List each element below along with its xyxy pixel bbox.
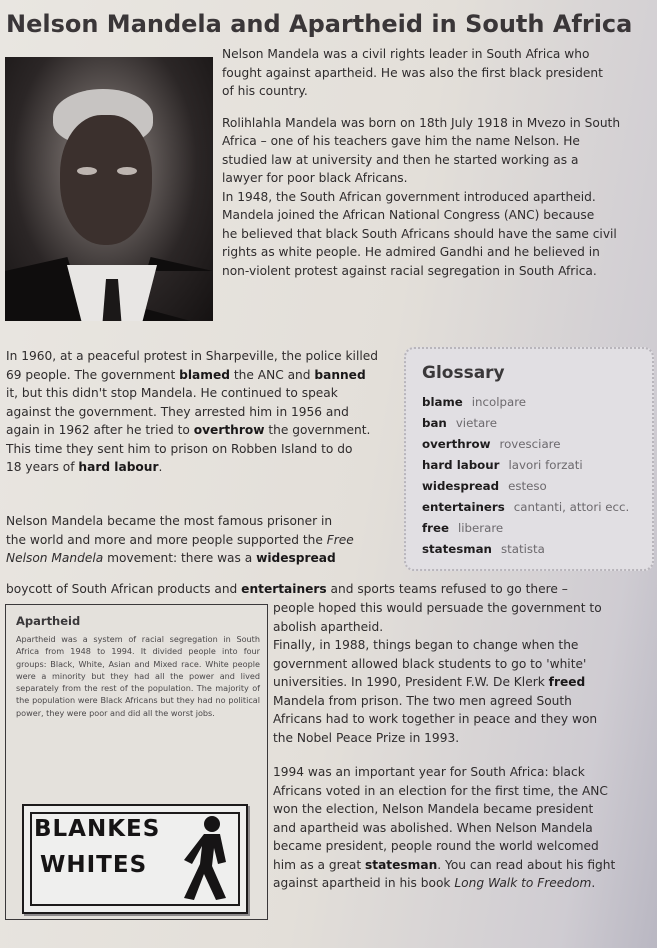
anc-line: rights as white people. He admired Gandhi and he believed in — [222, 245, 600, 259]
glossary-term-overthrow: overthrow — [193, 423, 265, 437]
glossary-translation: statista — [500, 542, 545, 556]
paragraph-famous-prisoner — [6, 512, 406, 568]
glossary-item — [422, 437, 561, 451]
glossary-translation: liberare — [457, 521, 504, 535]
glossary-term: free — [422, 521, 449, 535]
photo-eye-left — [77, 167, 97, 175]
text-line: abolish apartheid. — [273, 619, 384, 634]
glossary-item — [422, 479, 547, 493]
birth-line: lawyer for poor black Africans. — [222, 171, 408, 185]
glossary-term-blamed: blamed — [179, 367, 230, 382]
glossary-translation: incolpare — [471, 395, 527, 409]
photo-face — [60, 115, 152, 245]
text-line: Nelson Mandela became the most famous prisoner in — [6, 514, 333, 528]
sign-text-line2: WHITES — [40, 852, 148, 878]
text-run: the ANC and — [229, 367, 315, 382]
glossary-term: ban — [422, 416, 447, 430]
text-line — [273, 856, 653, 875]
blankes-whites-sign-image — [22, 804, 248, 914]
text-line — [6, 531, 406, 550]
anc-line: Mandela joined the African National Congress (ANC) because — [222, 208, 595, 222]
glossary-term: overthrow — [422, 437, 491, 451]
glossary-term-widespread: widespread — [256, 551, 336, 565]
text-italic: Nelson Mandela — [6, 551, 104, 565]
text-line: won the election, Nelson Mandela became president — [273, 802, 594, 816]
book-title: Long Walk to Freedom — [454, 876, 592, 890]
text-run: again in 1962 after he tried to — [6, 423, 194, 437]
text-line — [6, 580, 656, 599]
text-line: Africans had to work together in peace and they won — [273, 712, 598, 726]
text-line: Finally, in 1988, things began to change when the — [273, 638, 579, 652]
text-line — [6, 366, 401, 385]
text-run: . — [591, 876, 596, 890]
glossary-translation: esteso — [508, 479, 547, 493]
birth-line: studied law at university and then he started working as a — [222, 152, 579, 167]
anc-line: non-violent protest against racial segregation in South Africa. — [222, 263, 597, 278]
glossary-term: widespread — [422, 479, 500, 493]
text-line: people hoped this would persuade the government to — [273, 601, 602, 615]
paragraph-1960 — [6, 347, 401, 477]
glossary-box — [404, 347, 654, 571]
glossary-translation: vietare — [455, 416, 498, 430]
text-line: and apartheid was abolished. When Nelson Mandela — [273, 820, 593, 835]
apartheid-box-text: Apartheid was a system of racial segregation in South Africa from 1948 to 1994. It divided people into four groups: Black, White, Asian and Mixed race. White people were a minority but they had all the power and lived separately from the rest of the population. The majority of the population were Black Africans but they had no political power, they were poor and did all the worst jobs. — [16, 634, 260, 718]
text-run: him as a great — [273, 857, 365, 872]
glossary-term: blame — [422, 395, 463, 409]
text-italic: Free — [326, 532, 354, 547]
glossary-term-entertainers: entertainers — [241, 582, 327, 596]
intro-line: fought against apartheid. He was also the first black president — [222, 65, 603, 80]
text-line: became president, people round the world welcomed — [273, 839, 599, 853]
text-run: 18 years of — [6, 460, 79, 474]
text-line: government allowed black students to go to 'white' — [273, 656, 587, 671]
text-run: the government. — [264, 423, 371, 437]
glossary-item — [422, 500, 629, 514]
text-run: against apartheid in his book — [273, 876, 455, 890]
glossary-term: entertainers — [422, 500, 505, 514]
glossary-term: statesman — [422, 542, 492, 556]
text-line: Mandela from prison. The two men agreed South — [273, 693, 572, 708]
boycott-line — [6, 580, 656, 599]
text-line: the Nobel Peace Prize in 1993. — [273, 730, 460, 745]
glossary-term: hard labour — [422, 458, 500, 472]
right-column-text — [273, 599, 653, 893]
glossary-term-banned: banned — [314, 367, 366, 382]
text-line — [6, 458, 401, 477]
text-run: 69 people. The government — [6, 367, 180, 382]
anc-line: In 1948, the South African government introduced apartheid. — [222, 189, 596, 204]
glossary-item — [422, 395, 526, 409]
glossary-translation: cantanti, attori ecc. — [513, 500, 630, 514]
birth-line: Rolihlahla Mandela was born on 18th July 1918 in Mvezo in South — [222, 115, 621, 130]
birth-line: Africa – one of his teachers gave him the name Nelson. He — [222, 134, 580, 148]
glossary-translation: rovesciare — [499, 437, 561, 451]
text-line: Africans voted in an election for the first time, the ANC — [273, 783, 608, 798]
glossary-term-freed: freed — [548, 675, 586, 689]
glossary-item — [422, 458, 583, 472]
text-run: the world and more and more people supported the — [6, 532, 327, 547]
text-run: . You can read about his fight — [437, 857, 616, 872]
text-line: it, but this didn't stop Mandela. He continued to speak — [6, 386, 338, 400]
intro-line: of his country. — [222, 84, 308, 98]
glossary-term-hard-labour: hard labour — [78, 460, 159, 474]
text-line: 1994 was an important year for South Africa: black — [273, 765, 585, 779]
text-line — [6, 549, 406, 568]
text-line — [273, 874, 653, 893]
glossary-item — [422, 521, 503, 535]
apartheid-box-heading: Apartheid — [16, 614, 81, 628]
walking-man-icon — [174, 812, 240, 904]
glossary-item — [422, 542, 545, 556]
intro-text — [222, 45, 654, 280]
text-line: This time they sent him to prison on Robben Island to do — [6, 441, 353, 456]
text-run: movement: there was a — [103, 551, 257, 565]
intro-line: Nelson Mandela was a civil rights leader in South Africa who — [222, 47, 590, 61]
text-run: boycott of South African products and — [6, 582, 242, 596]
text-line — [273, 673, 653, 692]
text-run: . — [158, 460, 163, 474]
mandela-portrait-photo — [5, 57, 213, 321]
text-line — [6, 421, 401, 440]
text-line: In 1960, at a peaceful protest in Sharpeville, the police killed — [6, 349, 378, 363]
glossary-item — [422, 416, 497, 430]
photo-eye-right — [117, 167, 137, 175]
text-line: against the government. They arrested him in 1956 and — [6, 404, 349, 419]
glossary-translation: lavori forzati — [508, 458, 583, 472]
anc-line: he believed that black South Africans should have the same civil — [222, 226, 617, 241]
glossary-heading: Glossary — [422, 363, 505, 383]
text-run: and sports teams refused to go there – — [326, 582, 568, 596]
text-run: universities. In 1990, President F.W. De Klerk — [273, 675, 549, 689]
sign-text-line1: BLANKES — [34, 816, 161, 842]
glossary-term-statesman: statesman — [365, 857, 438, 872]
page-title: Nelson Mandela and Apartheid in South Africa — [6, 10, 633, 38]
